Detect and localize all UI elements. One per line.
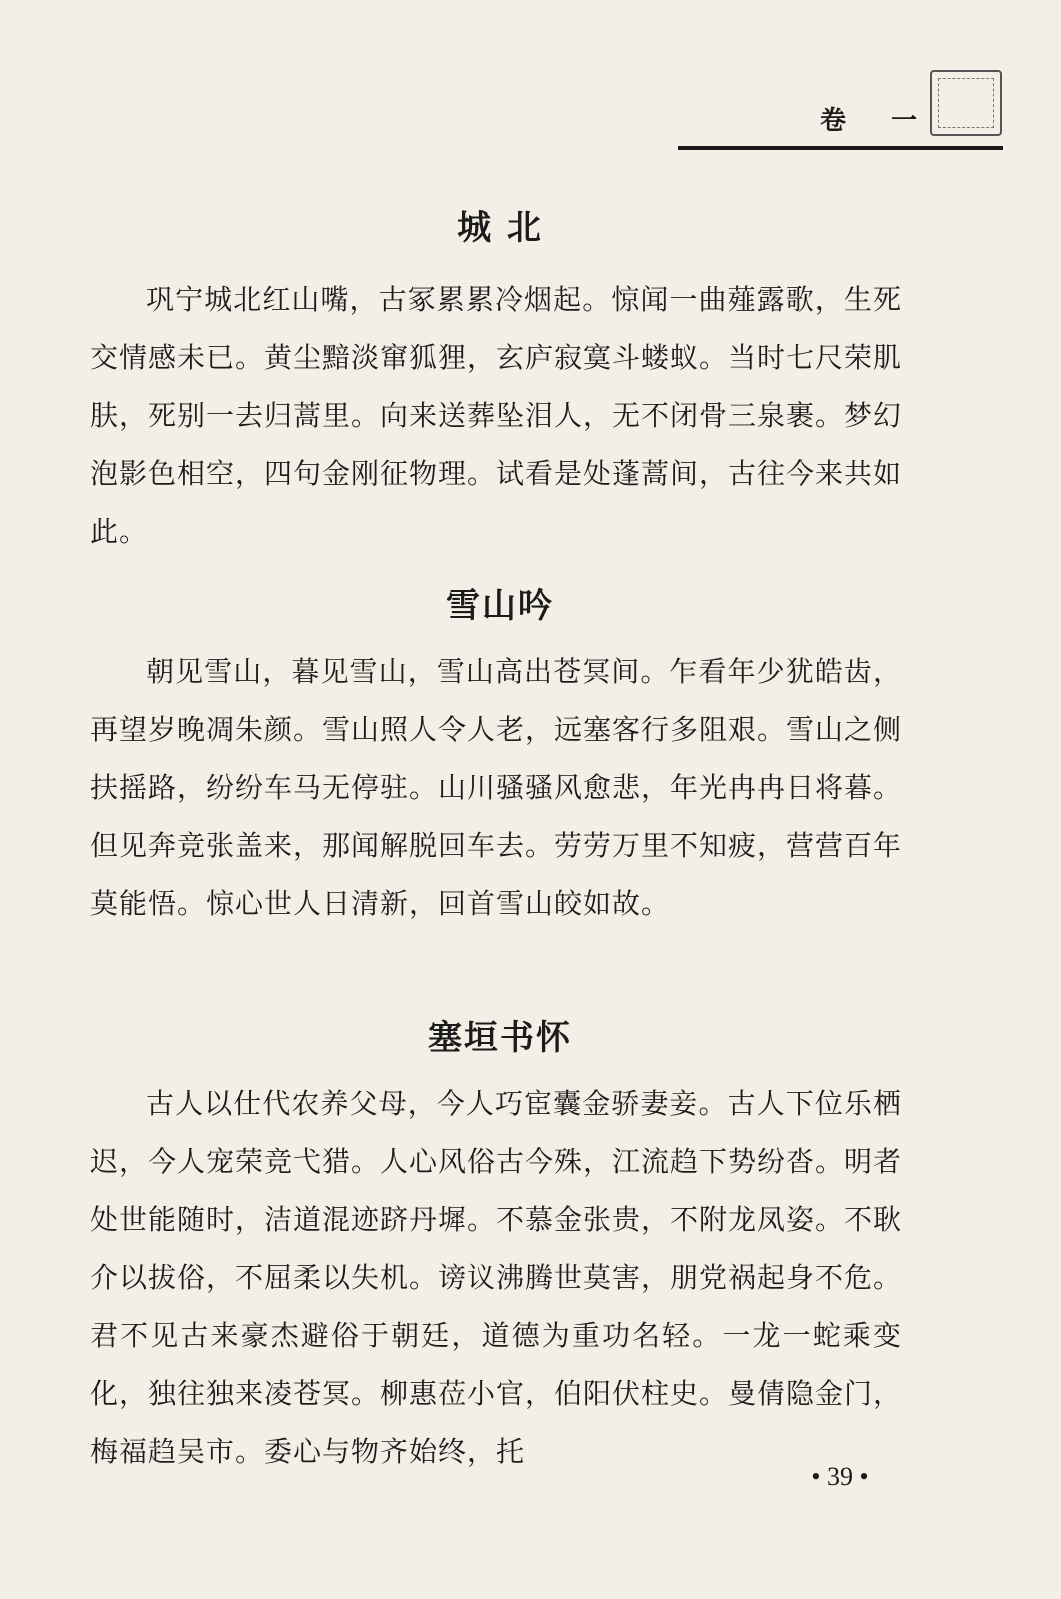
seal-stamp-icon [930,70,1002,136]
poem-text-chengbei: 巩宁城北红山嘴，古冢累累冷烟起。惊闻一曲薤露歌，生死交情感未已。黄尘黯淡窜狐狸，玄庐寂寞斗蝼蚁。当时七尺荣肌肤，死别一去归蒿里。向来送葬坠泪人，无不闭骨三泉裹。梦幻泡影色相空，四句金刚征物理。试看是处蓬蒿间，古往今来共如此。 [90,283,903,548]
volume-label: 卷 一 [820,106,936,136]
poem-text-xueshanyin: 朝见雪山，暮见雪山，雪山高出苍冥间。乍看年少犹皓齿，再望岁晚凋朱颜。雪山照人令人老，远塞客行多阻艰。雪山之侧扶摇路，纷纷车马无停驻。山川骚骚风愈悲，年光冉冉日将暮。但见奔竞张盖来，那闻解脱回车去。劳劳万里不知疲，营营百年莫能悟。惊心世人日清新，回首雪山皎如故。 [90,655,903,920]
poem-title-chengbei: 城 北 [457,208,543,248]
poem-title-xueshanyin: 雪山吟 [446,586,554,626]
poem-title-saiyuanshuhuai: 塞垣书怀 [428,1018,572,1058]
poem-text-saiyuanshuhuai: 古人以仕代农养父母，今人巧宦囊金骄妻妾。古人下位乐栖迟，今人宠荣竞弋猎。人心风俗古今殊，江流趋下势纷沓。明者处世能随时，洁道混迹跻丹墀。不慕金张贵，不附龙凤姿。不耿介以拔俗，不屈柔以失机。谤议沸腾世莫害，朋党祸起身不危。君不见古来豪杰避俗于朝廷，道德为重功名轻。一龙一蛇乘变化，独往独来凌苍冥。柳惠莅小官，伯阳伏柱史。曼倩隐金门，梅福趋吴市。委心与物齐始终，托 [90,1087,903,1468]
header-rule [678,146,1003,150]
page-number: • 39 • [811,1462,869,1491]
